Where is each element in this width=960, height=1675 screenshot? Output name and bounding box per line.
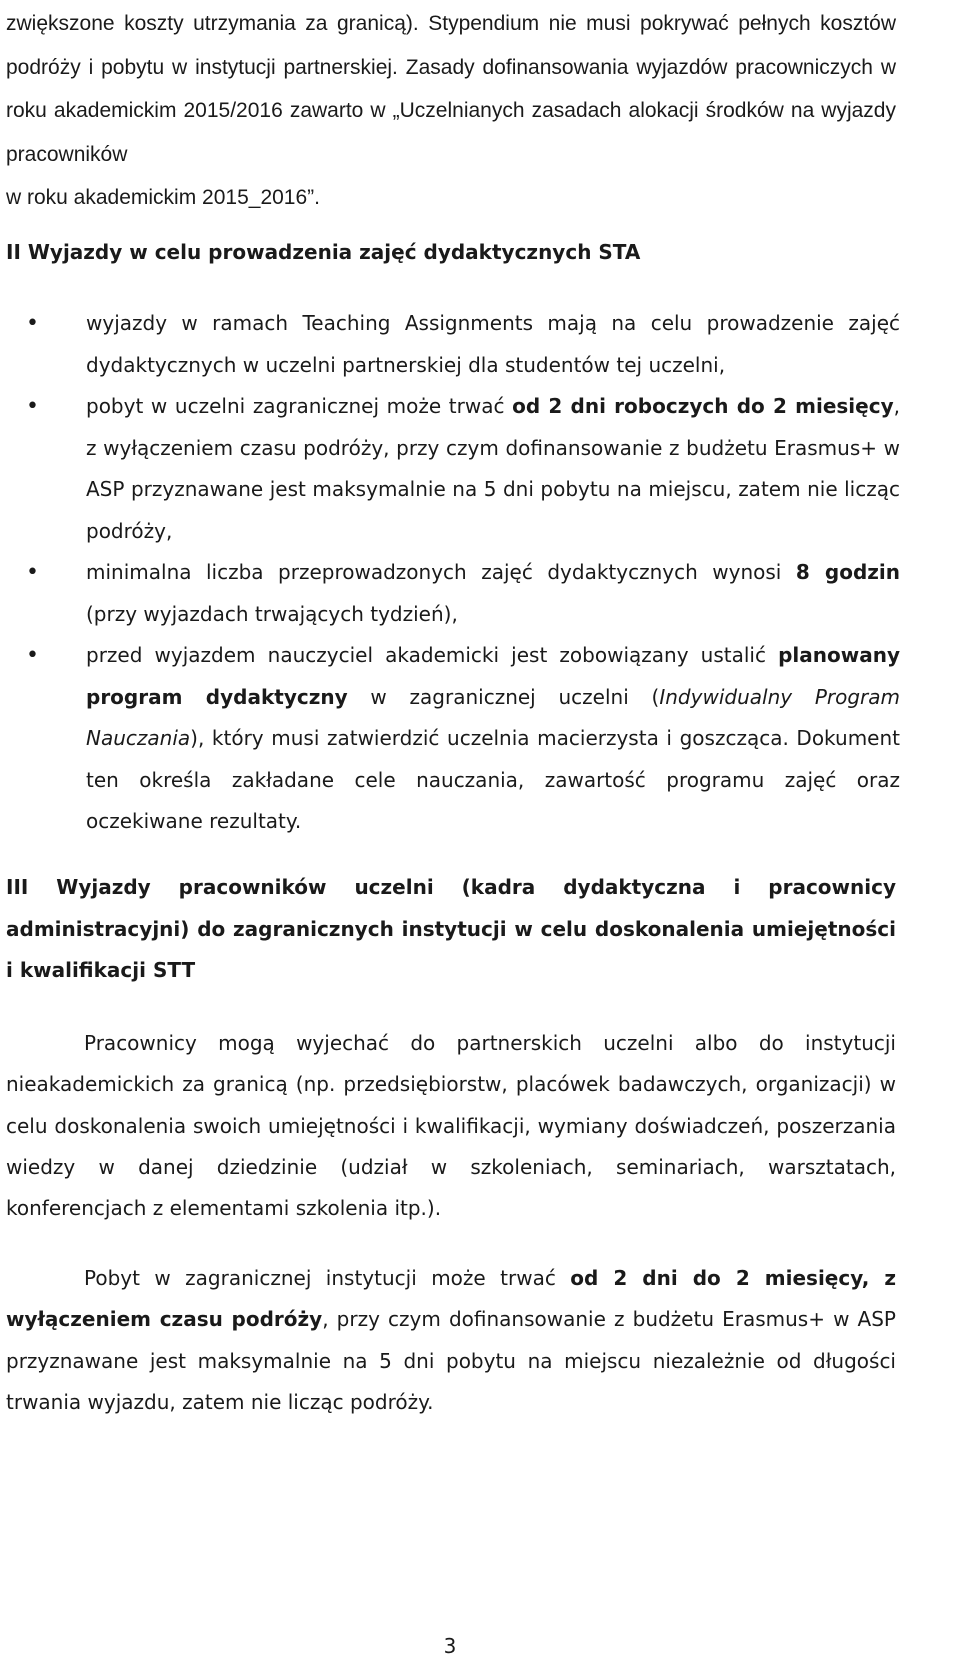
paragraph-text: Pobyt w zagranicznej instytucji może trwać — [84, 1266, 571, 1290]
list-item-text: ), który musi zatwierdzić uczelnia macierzysta i goszcząca. Dokument ten określa zakładane cele nauczania, zawartość programu zajęć oraz oczekiwane rezultaty. — [86, 726, 900, 833]
list-item-bold: od 2 dni roboczych do 2 miesięcy — [512, 394, 894, 418]
bullet-icon: • — [26, 643, 39, 668]
paragraph-bold: od 2 dni do 2 miesięcy, z wyłączeniem czasu podróży — [6, 1266, 896, 1332]
list-item-bold: planowany program dydaktyczny — [86, 643, 900, 709]
section-2-heading: II Wyjazdy w celu prowadzenia zajęć dydaktycznych STA — [6, 240, 641, 264]
section-3-paragraph-2 — [6, 1258, 896, 1423]
intro-text: zwiększone koszty utrzymania za granicą). Stypendium nie musi pokrywać pełnych kosztów podróży i pobytu w instytucji partnerskiej. Zasady dofinansowania wyjazdów pracowniczych w roku akademickim 2015/2016 zawarto w „Uczelnianych zasadach alokacji środków na wyjazdy pracowników — [6, 12, 896, 166]
section-3-paragraph-1: Pracownicy mogą wyjechać do partnerskich uczelni albo do instytucji nieakademickich za granicą (np. przedsiębiorstw, placówek badawczych, organizacji) w celu doskonalenia swoich umiejętności i kwalifikacji, wymiany doświadczeń, poszerzania wiedzy w danej dziedzinie (udział w szkoleniach, seminariach, warsztatach, konferencjach z elementami szkolenia itp.). — [6, 1031, 896, 1221]
intro-last-line: w roku akademickim 2015_2016”. — [6, 186, 320, 210]
list-item-text: (przy wyjazdach trwających tydzień), — [86, 601, 458, 626]
list-item-text: przed wyjazdem nauczyciel akademicki jest zobowiązany ustalić — [86, 643, 779, 667]
list-item-italic: Indywidualny Program Nauczania — [86, 684, 901, 750]
page-number: 3 — [443, 1634, 457, 1658]
bullet-icon: • — [26, 560, 39, 585]
list-item — [0, 303, 900, 386]
list-item-text: minimalna liczba przeprowadzonych zajęć dydaktycznych wynosi — [86, 560, 796, 584]
list-item — [0, 386, 900, 552]
list-item-text: pobyt w uczelni zagranicznej może trwać — [86, 394, 513, 418]
intro-paragraph — [6, 2, 896, 220]
list-item — [0, 552, 900, 635]
list-item-bold: 8 godzin — [795, 560, 900, 584]
paragraph-text: , przy czym dofinansowanie z budżetu Erasmus+ w ASP przyznawane jest maksymalnie na 5 dni pobytu na miejscu niezależnie od długości trwania wyjazdu, zatem nie licząc podróży. — [6, 1307, 896, 1414]
bullet-icon: • — [26, 311, 39, 336]
list-item — [0, 635, 900, 843]
section-3-heading: III Wyjazdy pracowników uczelni (kadra dydaktyczna i pracownicy administracyjni) do zagranicznych instytucji w celu doskonalenia umiejętności i kwalifikacji STT — [6, 875, 896, 982]
list-item-text: wyjazdy w ramach Teaching Assignments mają na celu prowadzenie zajęć dydaktycznych w uczelni partnerskiej dla studentów tej uczelni, — [86, 311, 900, 377]
section-2-list — [0, 303, 900, 843]
bullet-icon: • — [26, 394, 39, 419]
list-item-text: , z wyłączeniem czasu podróży, przy czym dofinansowanie z budżetu Erasmus+ w ASP przyznawane jest maksymalnie na 5 dni pobytu na miejscu, zatem nie licząc podróży, — [86, 394, 900, 543]
list-item-text: w zagranicznej uczelni ( — [347, 684, 660, 709]
